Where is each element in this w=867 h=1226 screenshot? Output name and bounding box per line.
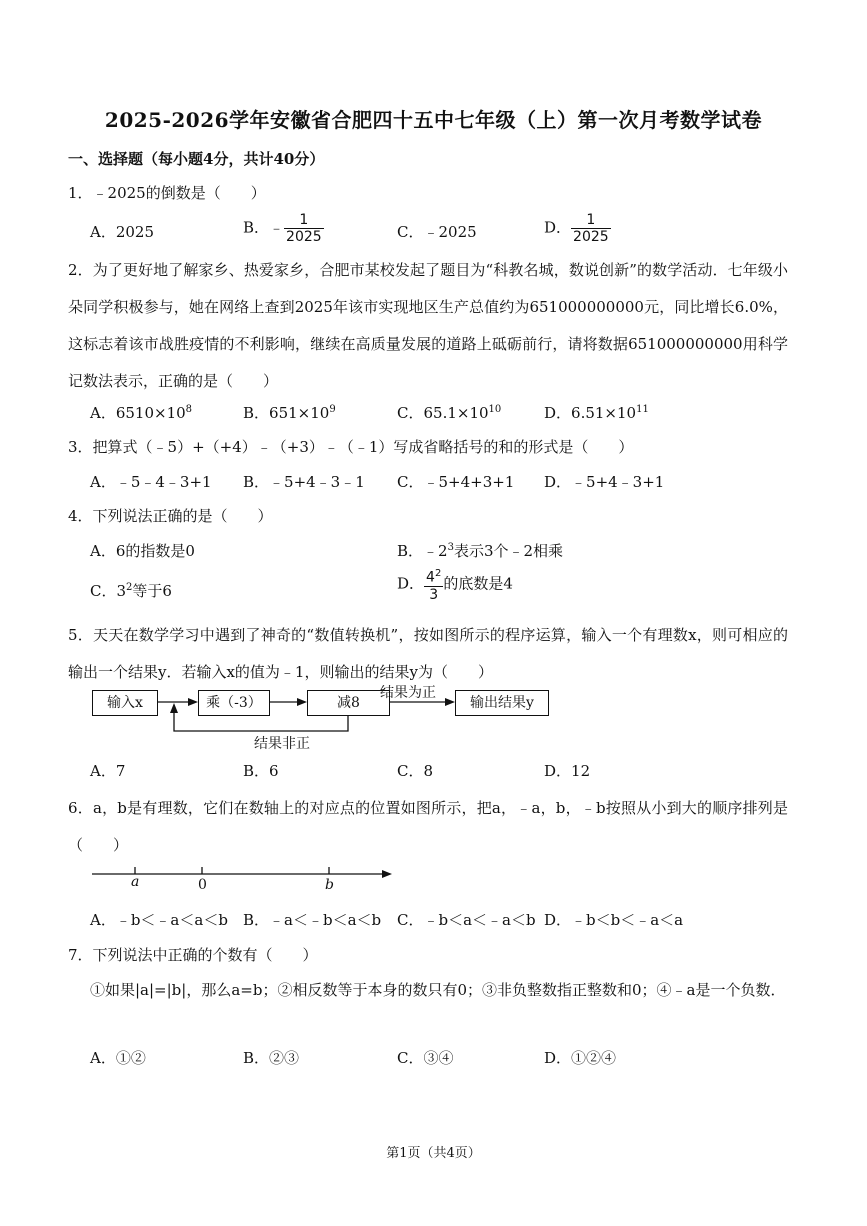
q3-option-d: D．﹣5+4﹣3+1	[544, 473, 665, 491]
q3-option-b: B．﹣5+4﹣3﹣1	[243, 473, 365, 491]
question-7-body: ①如果|a|=|b|，那么a=b；②相反数等于本身的数只有0；③非负整数指正整数和0；④﹣a是一个负数．	[90, 981, 786, 999]
fraction-denominator: 2025	[573, 229, 609, 245]
number-line-label-a: a	[131, 874, 140, 890]
q1-option-d-fraction	[571, 212, 611, 245]
exponent: 3	[447, 542, 454, 553]
exponent: 11	[636, 404, 649, 415]
q2-option-b	[243, 402, 336, 423]
q4-option-c-prefix: C．3	[90, 582, 127, 600]
q1-option-d	[544, 212, 611, 245]
q1-option-b-prefix: B．﹣	[243, 218, 285, 237]
q4-option-d-prefix: D．	[397, 574, 425, 593]
q7-option-b: B．②③	[243, 1049, 300, 1067]
q5-option-c: C．8	[397, 762, 434, 780]
fraction-numerator: 1	[586, 212, 596, 228]
q4-option-b-prefix: B．﹣2	[397, 542, 448, 560]
q7-option-c: C．③④	[397, 1049, 454, 1067]
page-footer: 第1页（共4页）	[386, 1146, 481, 1161]
q3-option-c: C．﹣5+4+3+1	[397, 473, 515, 491]
q2-option-c	[397, 402, 501, 423]
arrow-head	[188, 698, 198, 706]
q2-option-c-text: C．65.1×10	[397, 404, 489, 422]
exponent: 10	[488, 404, 502, 415]
exponent: 9	[329, 404, 336, 415]
q6-option-d: D．﹣b＜b＜﹣a＜a	[544, 911, 684, 929]
numerator-base: 4	[426, 569, 435, 586]
q5-option-d: D．12	[544, 762, 591, 780]
q7-option-d: D．①②④	[544, 1049, 617, 1067]
arrow-head	[170, 703, 178, 713]
q6-option-c: C．﹣b＜a＜﹣a＜b	[397, 911, 536, 929]
question-4-stem: 4．下列说法正确的是（ ）	[68, 507, 273, 525]
q1-option-a: A．2025	[90, 223, 155, 241]
arrow-head	[445, 698, 455, 706]
q1-option-c: C．﹣2025	[397, 223, 477, 241]
question-5-stem: 5．天天在数学学习中遇到了神奇的“数值转换机”，按如图所示的程序运算，输入一个有理数x，则可相应的输出一个结果y．若输入x的值为﹣1，则输出的结果y为（ ）	[68, 626, 788, 681]
q6-option-b: B．﹣a＜﹣b＜a＜b	[243, 911, 382, 929]
flow-label-nonpositive: 结果非正	[254, 736, 310, 752]
q2-option-d-text: D．6.51×10	[544, 404, 637, 422]
q4-option-b-suffix: 表示3个﹣2相乘	[453, 542, 564, 560]
q4-option-c-suffix: 等于6	[132, 582, 172, 600]
arrow-head	[297, 698, 307, 706]
fraction-numerator	[424, 566, 443, 586]
q1-option-b-fraction	[284, 212, 324, 245]
number-line-label-b: b	[325, 877, 334, 893]
q4-option-d	[397, 566, 513, 603]
fraction-numerator: 1	[299, 212, 309, 228]
section-heading: 一、选择题（每小题4分，共计40分）	[68, 150, 325, 168]
question-1-stem: 1．﹣2025的倒数是（ ）	[68, 184, 266, 202]
q3-option-a: A．﹣5﹣4﹣3+1	[90, 473, 212, 491]
question-3-stem: 3．把算式（﹣5）+（+4）﹣（+3）﹣（﹣1）写成省略括号的和的形式是（ ）	[68, 438, 634, 456]
q4-option-c	[90, 580, 172, 601]
q7-option-a: A．①②	[90, 1049, 146, 1067]
flow-label-positive: 结果为正	[380, 685, 436, 701]
flow-box-input: 输入x	[92, 690, 158, 716]
q1-option-d-prefix: D．	[544, 218, 572, 237]
exponent: 2	[126, 582, 133, 593]
flow-box-subtract: 减8	[307, 690, 390, 716]
flow-box-multiply: 乘（-3）	[198, 690, 270, 716]
page-title: 2025-2026学年安徽省合肥四十五中七年级（上）第一次月考数学试卷	[104, 108, 763, 132]
number-line-arrow	[382, 870, 392, 878]
q5-option-b: B．6	[243, 762, 279, 780]
q2-option-b-text: B．651×10	[243, 404, 330, 422]
question-7-stem: 7．下列说法中正确的个数有（ ）	[68, 946, 318, 964]
q4-option-d-suffix: 的底数是4	[443, 574, 513, 593]
fraction-denominator: 2025	[286, 229, 322, 245]
exponent: 8	[185, 404, 193, 415]
q6-option-a: A．﹣b＜﹣a＜a＜b	[90, 911, 228, 929]
q5-option-a: A．7	[90, 762, 126, 780]
flow-box-output: 输出结果y	[455, 690, 549, 716]
q2-option-a	[90, 402, 192, 423]
q2-option-d	[544, 402, 649, 423]
exponent: 2	[434, 568, 442, 579]
fraction-denominator: 3	[424, 586, 443, 603]
question-6-stem: 6．a，b是有理数，它们在数轴上的对应点的位置如图所示，把a，﹣a，b，﹣b按照从小到大的顺序排列是（ ）	[68, 799, 788, 854]
question-2-stem: 2．为了更好地了解家乡、热爱家乡，合肥市某校发起了题目为“科教名城，数说创新”的数学活动．七年级小朵同学积极参与，她在网络上查到2025年该市实现地区生产总值约为651000000000元，同比增长6.0%，这标志着该市战胜疫情的不利影响，继续在高质量发展的道路上砥砺前行，请将数据651000000000用科学记数法表示，正确的是（ ）	[68, 261, 788, 390]
number-line-label-zero: 0	[198, 877, 207, 893]
q1-option-b	[243, 212, 324, 245]
q4-option-d-fraction	[424, 566, 443, 603]
q4-option-a: A．6的指数是0	[90, 542, 195, 560]
q2-option-a-text: A．6510×10	[90, 404, 186, 422]
q4-option-b	[397, 540, 563, 561]
